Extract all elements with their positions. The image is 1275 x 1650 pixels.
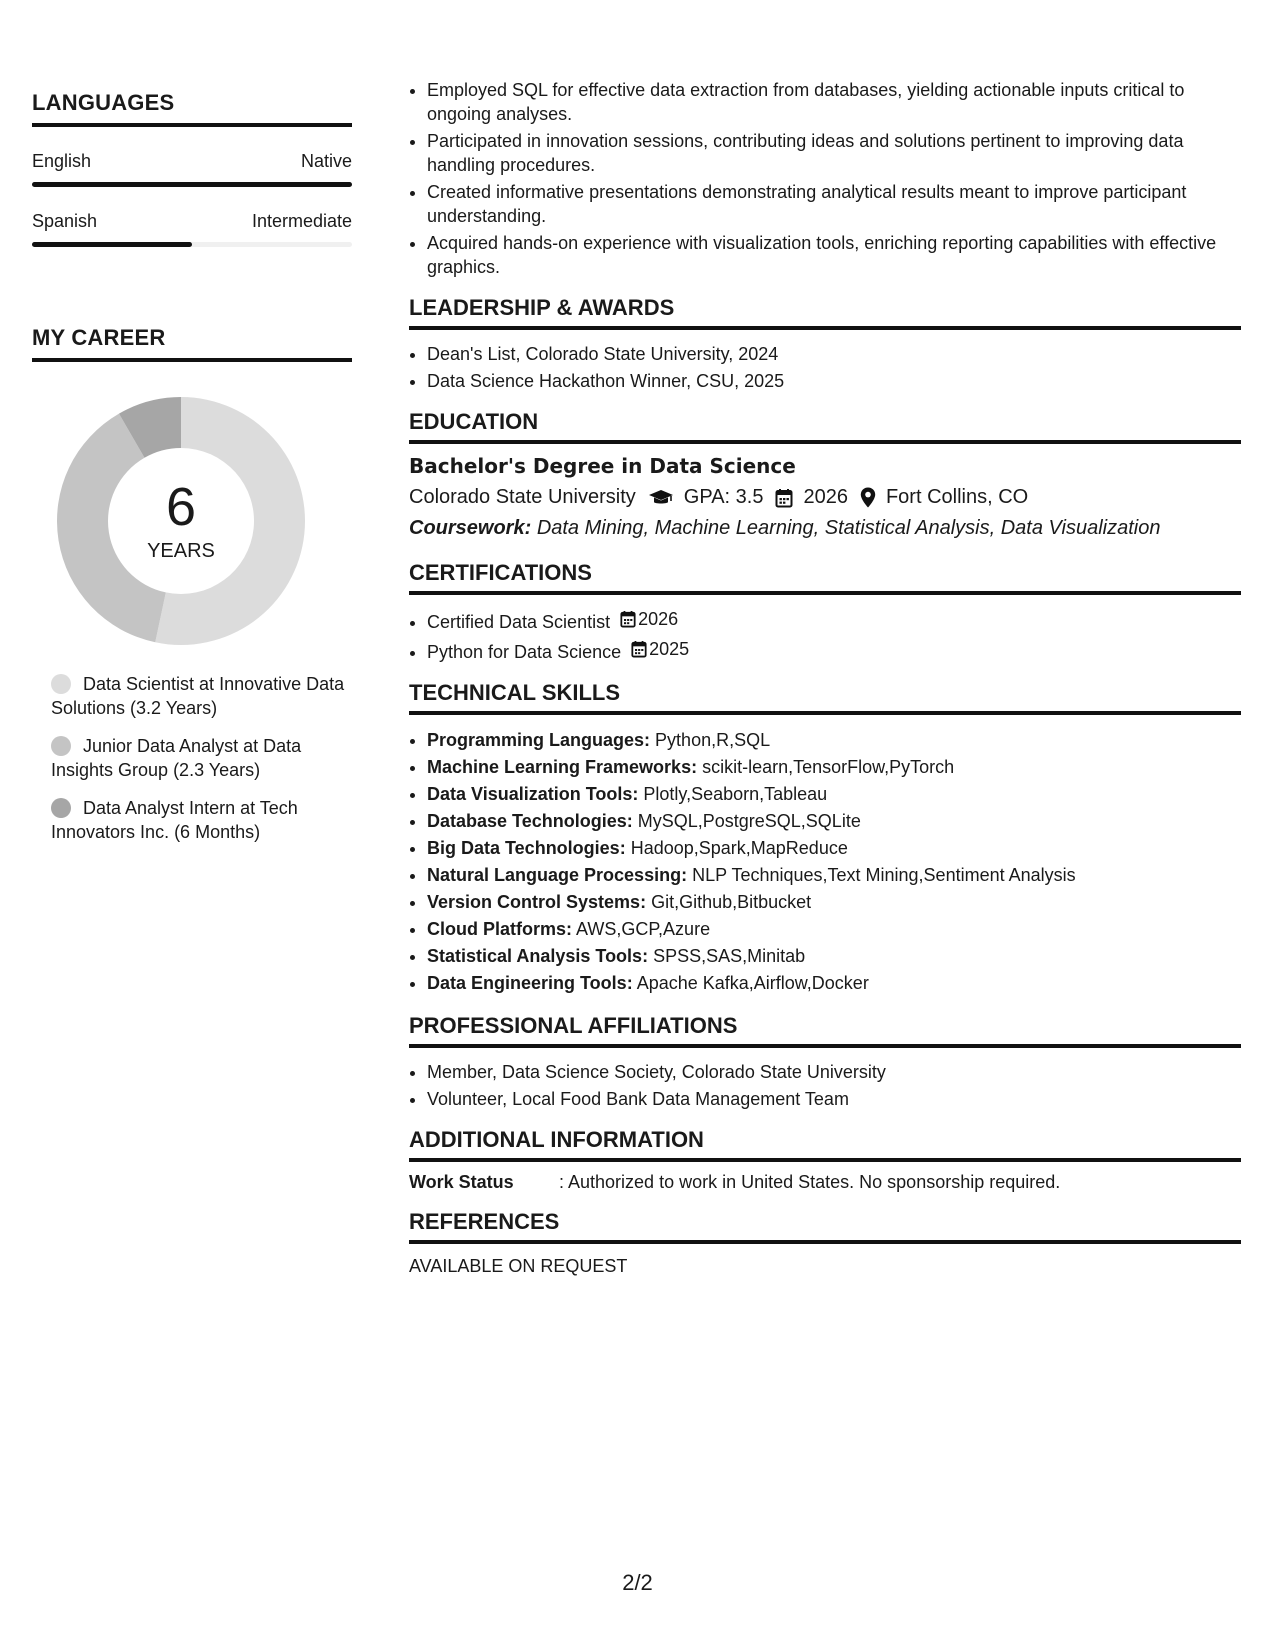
certification-name: Python for Data Science (427, 642, 622, 662)
skill-value: MySQL,PostgreSQL,SQLite (637, 811, 861, 831)
legend-dot (51, 736, 71, 756)
list-item: • Dean's List, Colorado State University, 2024 (427, 342, 1241, 366)
calendar-icon (775, 488, 793, 508)
skill-value: scikit-learn,TensorFlow,PyTorch (702, 757, 955, 777)
page-number: 2/2 (622, 1570, 653, 1595)
certifications-heading: CERTIFICATIONS (409, 560, 1241, 595)
work-status-label: Work Status (409, 1172, 514, 1192)
list-item: • Acquired hands-on experience with visualization tools, enriching reporting capabilities with effective graphics. (427, 231, 1241, 279)
list-item: • Participated in innovation sessions, contributing ideas and solutions pertinent to improving data handling procedures. (427, 129, 1241, 177)
certification-year: 2025 (649, 639, 690, 659)
list-item: • Volunteer, Local Food Bank Data Management Team (427, 1087, 1241, 1111)
list-item (427, 781, 1241, 808)
legend-item (51, 734, 352, 782)
skill-label: Data Visualization Tools: (427, 784, 639, 804)
school-location: Fort Collins, CO (885, 486, 1029, 508)
education-details (409, 486, 1241, 509)
skills-list (409, 727, 1241, 997)
skill-value: AWS,GCP,Azure (576, 919, 711, 939)
coursework (409, 517, 1241, 540)
legend-item (51, 672, 352, 720)
list-item (427, 943, 1241, 970)
list-item (427, 916, 1241, 943)
skill-value: Python,R,SQL (655, 730, 771, 750)
legend-label: Data Scientist at Innovative Data Solutions (3.2 Years) (51, 674, 345, 718)
skills-heading: TECHNICAL SKILLS (409, 680, 1241, 715)
legend-item (51, 796, 352, 844)
awards-heading: LEADERSHIP & AWARDS (409, 295, 1241, 330)
total-years-value: 6 (165, 476, 197, 537)
skill-label: Big Data Technologies: (427, 838, 626, 858)
skill-label: Version Control Systems: (427, 892, 647, 912)
legend-dot (51, 674, 71, 694)
skill-label: Cloud Platforms: (427, 919, 573, 939)
gpa: GPA: 3.5 (683, 486, 764, 508)
graduation-year: 2026 (803, 486, 848, 508)
skill-label: Machine Learning Frameworks: (427, 757, 698, 777)
work-status-value: : Authorized to work in United States. No sponsorship required. (559, 1172, 1061, 1192)
skill-label: Programming Languages: (427, 730, 651, 750)
skill-label: Statistical Analysis Tools: (427, 946, 649, 966)
language-english (32, 151, 352, 187)
sidebar (32, 90, 352, 858)
language-level: Native (300, 151, 352, 171)
career-heading: MY CAREER (32, 325, 352, 362)
coursework-value: Data Mining, Machine Learning, Statistical Analysis, Data Visualization (536, 517, 1161, 539)
graduation-cap-icon (648, 489, 674, 507)
certification-name: Certified Data Scientist (427, 612, 611, 632)
calendar-icon (620, 610, 636, 628)
language-spanish (32, 211, 352, 247)
work-status (409, 1172, 1241, 1193)
affiliations-list (409, 1060, 1241, 1111)
degree-title: Bachelor's Degree in Data Science (409, 454, 796, 478)
list-item (427, 970, 1241, 997)
skill-value: NLP Techniques,Text Mining,Sentiment Analysis (692, 865, 1076, 885)
list-item (427, 889, 1241, 916)
awards-list (409, 342, 1241, 393)
legend-label: Junior Data Analyst at Data Insights Group (2.3 Years) (51, 736, 302, 780)
affiliations-heading: PROFESSIONAL AFFILIATIONS (409, 1013, 1241, 1048)
education-heading: EDUCATION (409, 409, 1241, 444)
coursework-label: Coursework: (409, 517, 532, 539)
list-item (427, 607, 1241, 634)
skill-value: SPSS,SAS,Minitab (653, 946, 806, 966)
school-name: Colorado State University (409, 486, 636, 508)
languages-heading: LANGUAGES (32, 90, 352, 127)
list-item (427, 637, 1241, 664)
language-name: Spanish (32, 211, 98, 231)
location-pin-icon (860, 487, 876, 508)
legend-label: Data Analyst Intern at Tech Innovators Inc. (6 Months) (51, 798, 298, 842)
list-item: • Created informative presentations demonstrating analytical results meant to improve participant understanding. (427, 180, 1241, 228)
additional-info-heading: ADDITIONAL INFORMATION (409, 1127, 1241, 1162)
certification-year: 2026 (638, 609, 679, 629)
certifications-list (409, 607, 1241, 664)
list-item (427, 808, 1241, 835)
skill-label: Data Engineering Tools: (427, 973, 633, 993)
total-years-unit: YEARS (147, 539, 215, 562)
skill-value: Git,Github,Bitbucket (651, 892, 812, 912)
list-item (427, 727, 1241, 754)
references-heading: REFERENCES (409, 1209, 1241, 1244)
calendar-icon (631, 640, 647, 658)
language-level: Intermediate (251, 211, 352, 231)
skill-value: Apache Kafka,Airflow,Docker (636, 973, 869, 993)
legend-dot (51, 798, 71, 818)
language-proficiency-bar (32, 182, 352, 187)
language-proficiency-fill (32, 242, 192, 247)
list-item (427, 754, 1241, 781)
skill-value: Plotly,Seaborn,Tableau (643, 784, 828, 804)
list-item: • Employed SQL for effective data extraction from databases, yielding actionable inputs critical to ongoing analyses. (427, 78, 1241, 126)
career-donut-chart (56, 396, 306, 646)
skill-label: Natural Language Processing: (427, 865, 688, 885)
list-item: • Member, Data Science Society, Colorado State University (427, 1060, 1241, 1084)
list-item (427, 835, 1241, 862)
career-section (32, 325, 352, 844)
language-proficiency-bar (32, 242, 352, 247)
career-legend (51, 672, 352, 844)
language-name: English (32, 151, 92, 171)
skill-label: Database Technologies: (427, 811, 633, 831)
list-item: • Data Science Hackathon Winner, CSU, 2025 (427, 369, 1241, 393)
references-text: AVAILABLE ON REQUEST (409, 1256, 628, 1276)
skill-value: Hadoop,Spark,MapReduce (630, 838, 848, 858)
main-column (409, 78, 1241, 1277)
language-proficiency-fill (32, 182, 352, 187)
list-item (427, 862, 1241, 889)
experience-bullets (409, 78, 1241, 279)
